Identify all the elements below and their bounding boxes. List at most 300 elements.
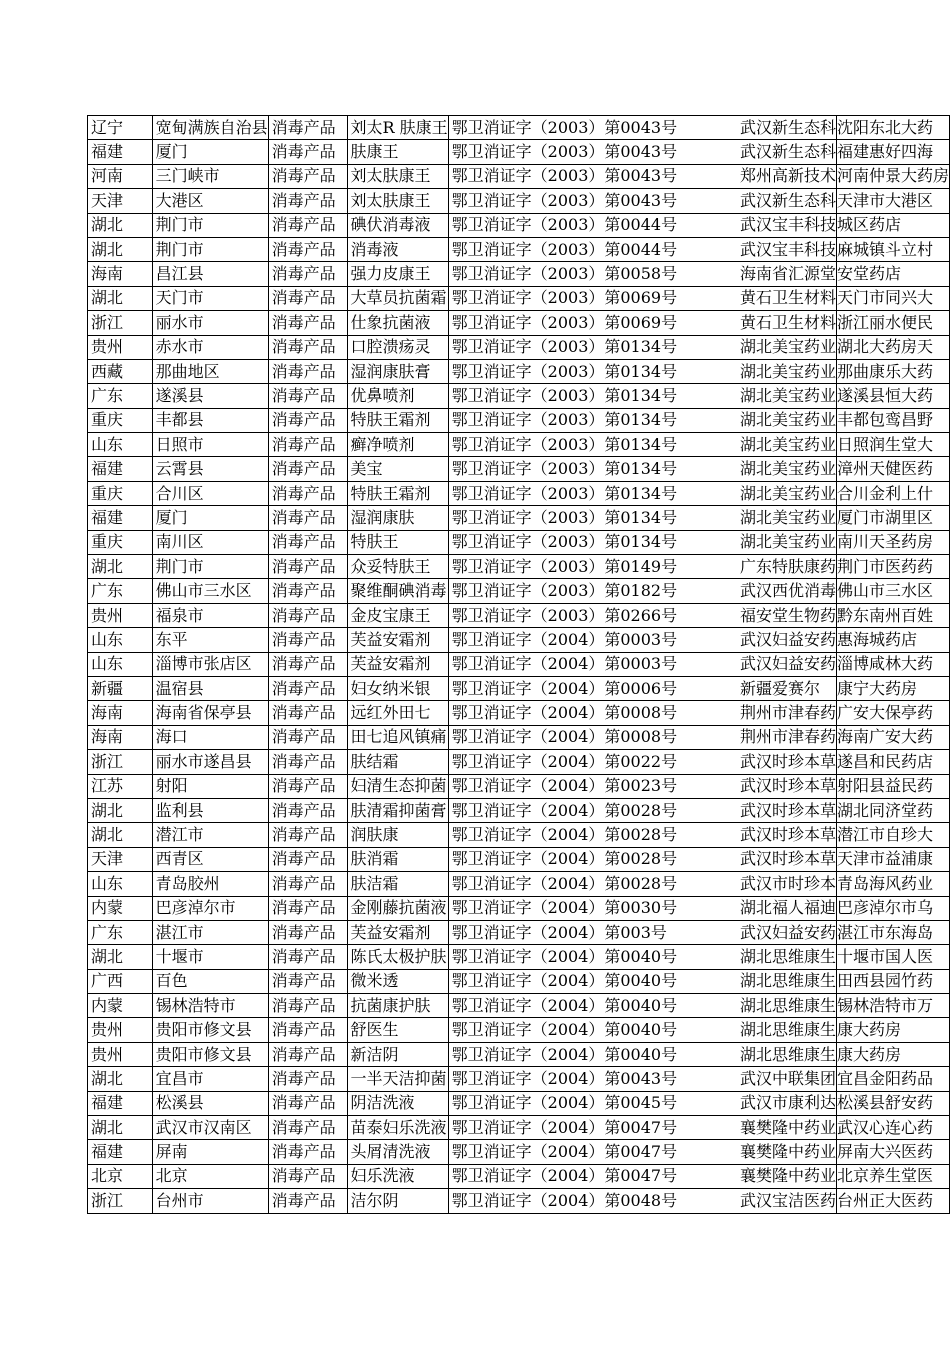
city-cell: [152, 286, 268, 310]
product-cell-text: 一半天洁抑菌: [350, 1068, 447, 1088]
product-cell: [347, 213, 448, 237]
product-cell: [347, 384, 448, 408]
province-cell-text: 湖北: [91, 556, 124, 576]
city-cell: [152, 1164, 268, 1188]
license-cell: [448, 555, 737, 579]
license-cell: [448, 676, 737, 700]
province-cell-text: 内蒙: [91, 898, 124, 918]
city-cell-text: 监利县: [155, 800, 204, 820]
category-cell-text: 消毒产品: [271, 873, 336, 893]
province-cell: [88, 481, 153, 505]
table-row: [88, 1042, 950, 1066]
product-cell: [347, 481, 448, 505]
city-cell-text: 巴彦淖尔市: [155, 898, 236, 918]
store-cell-text: 屏南大兴医药: [836, 1142, 933, 1162]
product-cell: [347, 189, 448, 213]
city-cell-text: 潜江市: [155, 825, 204, 845]
product-cell: [347, 1140, 448, 1164]
product-cell-text: 金皮宝康王: [350, 605, 431, 625]
table-row: [88, 116, 950, 140]
license-cell-text: 鄂卫消证字（2004）第0043号: [451, 1068, 678, 1088]
category-cell: [268, 311, 347, 335]
store-cell-text: 天津市益浦康: [836, 849, 933, 869]
store-cell-text: 城区药店: [836, 215, 901, 235]
manufacturer-cell: [737, 1140, 837, 1164]
store-cell-text: 广安大保亭药: [836, 703, 933, 723]
record-table: [87, 115, 950, 1214]
manufacturer-cell: [737, 286, 837, 310]
province-cell: [88, 530, 153, 554]
store-cell-text: 遂溪县恒大药: [836, 385, 933, 405]
product-cell: [347, 457, 448, 481]
category-cell-text: 消毒产品: [271, 1166, 336, 1186]
city-cell: [152, 1091, 268, 1115]
store-cell-text: 厦门市湖里区: [836, 507, 933, 527]
license-cell: [448, 116, 737, 140]
product-cell: [347, 116, 448, 140]
city-cell: [152, 774, 268, 798]
license-cell: [448, 823, 737, 847]
store-cell-text: 佛山市三水区: [836, 581, 933, 601]
category-cell-text: 消毒产品: [271, 1117, 336, 1137]
manufacturer-cell: [737, 847, 837, 871]
category-cell-text: 消毒产品: [271, 264, 336, 284]
store-cell-text: 海南广安大药: [836, 727, 933, 747]
product-cell-text: 妇乐洗液: [350, 1166, 415, 1186]
city-cell-text: 屏南: [155, 1142, 188, 1162]
category-cell: [268, 335, 347, 359]
license-cell-text: 鄂卫消证字（2004）第0040号: [451, 1044, 678, 1064]
license-cell: [448, 213, 737, 237]
product-cell-text: 强力皮康王: [350, 264, 431, 284]
store-cell: [836, 847, 949, 871]
store-cell-text: 惠海城药店: [836, 629, 917, 649]
license-cell-text: 鄂卫消证字（2003）第0134号: [451, 459, 678, 479]
store-cell: [836, 798, 949, 822]
city-cell-text: 大港区: [155, 190, 204, 210]
category-cell-text: 消毒产品: [271, 727, 336, 747]
province-cell: [88, 896, 153, 920]
province-cell: [88, 1140, 153, 1164]
license-cell-text: 鄂卫消证字（2004）第0022号: [451, 751, 678, 771]
store-cell-text: 荆门市医药药: [836, 556, 933, 576]
province-cell-text: 浙江: [91, 751, 124, 771]
store-cell-text: 日照润生堂大: [836, 434, 933, 454]
category-cell: [268, 140, 347, 164]
province-cell: [88, 628, 153, 652]
city-cell-text: 台州市: [155, 1190, 204, 1210]
category-cell: [268, 1067, 347, 1091]
license-cell: [448, 920, 737, 944]
province-cell-text: 湖北: [91, 288, 124, 308]
store-cell: [836, 994, 949, 1018]
province-cell: [88, 555, 153, 579]
license-cell-text: 鄂卫消证字（2004）第0045号: [451, 1093, 678, 1113]
manufacturer-cell: [737, 725, 837, 749]
manufacturer-cell-text: 武汉妇益安药: [739, 922, 836, 942]
category-cell-text: 消毒产品: [271, 410, 336, 430]
store-cell: [836, 262, 949, 286]
product-cell-text: 口腔溃疡灵: [350, 337, 431, 357]
province-cell-text: 西藏: [91, 361, 124, 381]
city-cell: [152, 969, 268, 993]
table-row: [88, 994, 950, 1018]
city-cell-text: 福泉市: [155, 605, 204, 625]
category-cell: [268, 896, 347, 920]
manufacturer-cell: [737, 555, 837, 579]
product-cell: [347, 920, 448, 944]
product-cell: [347, 969, 448, 993]
city-cell-text: 昌江县: [155, 264, 204, 284]
city-cell-text: 合川区: [155, 483, 204, 503]
category-cell: [268, 408, 347, 432]
product-cell-text: 聚维酮碘消毒: [350, 581, 447, 601]
province-cell-text: 天津: [91, 190, 124, 210]
province-cell-text: 海南: [91, 703, 124, 723]
manufacturer-cell-text: 武汉时珍本草: [739, 800, 836, 820]
manufacturer-cell-text: 黄石卫生材料: [739, 312, 836, 332]
product-cell-text: 陈氏太极护肤: [350, 946, 447, 966]
manufacturer-cell-text: 武汉市时珍本: [739, 873, 836, 893]
province-cell-text: 贵州: [91, 1044, 124, 1064]
store-cell-text: 沈阳东北大药: [836, 117, 933, 137]
manufacturer-cell-text: 武汉时珍本草: [739, 751, 836, 771]
category-cell: [268, 1042, 347, 1066]
city-cell: [152, 1189, 268, 1213]
category-cell-text: 消毒产品: [271, 922, 336, 942]
category-cell-text: 消毒产品: [271, 629, 336, 649]
category-cell: [268, 945, 347, 969]
manufacturer-cell: [737, 1091, 837, 1115]
manufacturer-cell: [737, 335, 837, 359]
category-cell: [268, 994, 347, 1018]
manufacturer-cell: [737, 506, 837, 530]
product-cell-text: 远红外田七: [350, 703, 431, 723]
category-cell-text: 消毒产品: [271, 1044, 336, 1064]
manufacturer-cell-text: 湖北福人福迪: [739, 898, 836, 918]
product-cell-text: 肤消霜: [350, 849, 399, 869]
license-cell-text: 鄂卫消证字（2004）第0028号: [451, 800, 678, 820]
table-row: [88, 847, 950, 871]
manufacturer-cell-text: 湖北美宝药业: [739, 410, 836, 430]
city-cell: [152, 676, 268, 700]
province-cell-text: 贵州: [91, 605, 124, 625]
city-cell-text: 海南省保亭县: [155, 703, 252, 723]
category-cell-text: 消毒产品: [271, 995, 336, 1015]
province-cell: [88, 823, 153, 847]
product-cell-text: 特肤王霜剂: [350, 483, 431, 503]
product-cell-text: 肤结霜: [350, 751, 399, 771]
table-row: [88, 140, 950, 164]
license-cell-text: 鄂卫消证字（2004）第0008号: [451, 727, 678, 747]
store-cell: [836, 872, 949, 896]
table-row: [88, 676, 950, 700]
manufacturer-cell: [737, 750, 837, 774]
manufacturer-cell: [737, 1189, 837, 1213]
manufacturer-cell: [737, 872, 837, 896]
store-cell-text: 遂昌和民药店: [836, 751, 933, 771]
province-cell: [88, 969, 153, 993]
category-cell-text: 消毒产品: [271, 312, 336, 332]
store-cell: [836, 1164, 949, 1188]
product-cell: [347, 164, 448, 188]
province-cell: [88, 286, 153, 310]
product-cell-text: 特肤王霜剂: [350, 410, 431, 430]
category-cell-text: 消毒产品: [271, 532, 336, 552]
province-cell: [88, 872, 153, 896]
manufacturer-cell-text: 武汉新生态科: [739, 142, 836, 162]
table-row: [88, 774, 950, 798]
city-cell: [152, 896, 268, 920]
table-row: [88, 457, 950, 481]
province-cell-text: 重庆: [91, 532, 124, 552]
store-cell-text: 天门市同兴大: [836, 288, 933, 308]
table-row: [88, 1189, 950, 1213]
manufacturer-cell-text: 襄樊隆中药业: [739, 1142, 836, 1162]
product-cell: [347, 286, 448, 310]
city-cell: [152, 823, 268, 847]
table-row: [88, 896, 950, 920]
city-cell-text: 武汉市汉南区: [155, 1117, 252, 1137]
city-cell-text: 日照市: [155, 434, 204, 454]
license-cell: [448, 286, 737, 310]
product-cell-text: 抗菌康护肤: [350, 995, 431, 1015]
product-cell: [347, 237, 448, 261]
license-cell: [448, 1042, 737, 1066]
province-cell: [88, 262, 153, 286]
product-cell-text: 碘伏消毒液: [350, 215, 431, 235]
category-cell: [268, 555, 347, 579]
province-cell: [88, 408, 153, 432]
store-cell: [836, 530, 949, 554]
product-cell: [347, 1018, 448, 1042]
license-cell: [448, 628, 737, 652]
table-row: [88, 1067, 950, 1091]
store-cell: [836, 896, 949, 920]
city-cell-text: 宜昌市: [155, 1068, 204, 1088]
table-row: [88, 823, 950, 847]
province-cell-text: 海南: [91, 727, 124, 747]
manufacturer-cell: [737, 1018, 837, 1042]
province-cell-text: 贵州: [91, 1020, 124, 1040]
category-cell: [268, 1091, 347, 1115]
table-row: [88, 750, 950, 774]
manufacturer-cell-text: 武汉新生态科: [739, 190, 836, 210]
category-cell: [268, 237, 347, 261]
table-row: [88, 701, 950, 725]
license-cell-text: 鄂卫消证字（2003）第0134号: [451, 385, 678, 405]
manufacturer-cell: [737, 140, 837, 164]
product-cell-text: 芙益安霜剂: [350, 922, 431, 942]
product-cell-text: 刘太肤康王: [350, 166, 431, 186]
province-cell: [88, 725, 153, 749]
city-cell: [152, 725, 268, 749]
store-cell-text: 康大药房: [836, 1020, 901, 1040]
category-cell-text: 消毒产品: [271, 776, 336, 796]
category-cell: [268, 652, 347, 676]
license-cell-text: 鄂卫消证字（2003）第0044号: [451, 239, 678, 259]
table-row: [88, 506, 950, 530]
province-cell-text: 福建: [91, 1093, 124, 1113]
store-cell: [836, 555, 949, 579]
category-cell: [268, 774, 347, 798]
store-cell: [836, 457, 949, 481]
category-cell: [268, 286, 347, 310]
store-cell: [836, 116, 949, 140]
product-cell: [347, 1067, 448, 1091]
table-row: [88, 335, 950, 359]
license-cell-text: 鄂卫消证字（2003）第0044号: [451, 215, 678, 235]
product-cell-text: 芙益安霜剂: [350, 654, 431, 674]
category-cell-text: 消毒产品: [271, 581, 336, 601]
product-cell: [347, 262, 448, 286]
category-cell-text: 消毒产品: [271, 215, 336, 235]
table-row: [88, 408, 950, 432]
product-cell-text: 众妥特肤王: [350, 556, 431, 576]
province-cell-text: 北京: [91, 1166, 124, 1186]
product-cell: [347, 579, 448, 603]
table-row: [88, 1018, 950, 1042]
manufacturer-cell-text: 新疆爱赛尔: [739, 678, 820, 698]
city-cell: [152, 116, 268, 140]
license-cell-text: 鄂卫消证字（2004）第0047号: [451, 1117, 678, 1137]
product-cell-text: 润肤康: [350, 825, 399, 845]
category-cell-text: 消毒产品: [271, 239, 336, 259]
product-cell-text: 妇女纳米银: [350, 678, 431, 698]
store-cell: [836, 164, 949, 188]
manufacturer-cell-text: 湖北美宝药业: [739, 385, 836, 405]
license-cell-text: 鄂卫消证字（2003）第0266号: [451, 605, 678, 625]
license-cell: [448, 262, 737, 286]
category-cell: [268, 433, 347, 457]
city-cell: [152, 213, 268, 237]
city-cell: [152, 237, 268, 261]
category-cell-text: 消毒产品: [271, 654, 336, 674]
province-cell-text: 广东: [91, 581, 124, 601]
store-cell: [836, 237, 949, 261]
store-cell-text: 湖北同济堂药: [836, 800, 933, 820]
province-cell: [88, 213, 153, 237]
product-cell-text: 肤康王: [350, 142, 399, 162]
province-cell-text: 海南: [91, 264, 124, 284]
city-cell-text: 丽水市遂昌县: [155, 751, 252, 771]
manufacturer-cell-text: 武汉宝洁医药: [739, 1190, 836, 1210]
store-cell-text: 丰都包鸾昌野: [836, 410, 933, 430]
product-cell: [347, 555, 448, 579]
province-cell-text: 福建: [91, 142, 124, 162]
store-cell: [836, 1067, 949, 1091]
category-cell-text: 消毒产品: [271, 337, 336, 357]
store-cell: [836, 408, 949, 432]
province-cell: [88, 579, 153, 603]
province-cell-text: 内蒙: [91, 995, 124, 1015]
province-cell: [88, 189, 153, 213]
category-cell-text: 消毒产品: [271, 142, 336, 162]
product-cell: [347, 1116, 448, 1140]
city-cell: [152, 1042, 268, 1066]
product-cell-text: 头屑清洗液: [350, 1142, 431, 1162]
category-cell: [268, 628, 347, 652]
license-cell-text: 鄂卫消证字（2004）第0048号: [451, 1190, 678, 1210]
product-cell: [347, 408, 448, 432]
category-cell-text: 消毒产品: [271, 825, 336, 845]
store-cell: [836, 725, 949, 749]
product-cell-text: 仕象抗菌液: [350, 312, 431, 332]
license-cell: [448, 725, 737, 749]
city-cell: [152, 701, 268, 725]
city-cell: [152, 481, 268, 505]
city-cell: [152, 1140, 268, 1164]
store-cell: [836, 213, 949, 237]
license-cell: [448, 530, 737, 554]
product-cell: [347, 798, 448, 822]
province-cell: [88, 920, 153, 944]
manufacturer-cell: [737, 1116, 837, 1140]
category-cell: [268, 1164, 347, 1188]
license-cell: [448, 140, 737, 164]
table-row: [88, 237, 950, 261]
city-cell-text: 丰都县: [155, 410, 204, 430]
store-cell: [836, 189, 949, 213]
store-cell: [836, 676, 949, 700]
product-cell-text: 特肤王: [350, 532, 399, 552]
license-cell: [448, 506, 737, 530]
license-cell-text: 鄂卫消证字（2003）第0134号: [451, 483, 678, 503]
city-cell: [152, 920, 268, 944]
city-cell-text: 北京: [155, 1166, 188, 1186]
city-cell: [152, 433, 268, 457]
manufacturer-cell: [737, 896, 837, 920]
store-cell-text: 那曲康乐大药: [836, 361, 933, 381]
license-cell-text: 鄂卫消证字（2004）第0028号: [451, 825, 678, 845]
category-cell-text: 消毒产品: [271, 190, 336, 210]
product-cell: [347, 311, 448, 335]
manufacturer-cell-text: 武汉时珍本草: [739, 776, 836, 796]
table-row: [88, 1116, 950, 1140]
category-cell-text: 消毒产品: [271, 1190, 336, 1210]
category-cell: [268, 847, 347, 871]
city-cell: [152, 408, 268, 432]
province-cell-text: 新疆: [91, 678, 124, 698]
category-cell: [268, 189, 347, 213]
manufacturer-cell-text: 湖北美宝药业: [739, 337, 836, 357]
category-cell: [268, 1018, 347, 1042]
license-cell-text: 鄂卫消证字（2004）第0047号: [451, 1166, 678, 1186]
province-cell: [88, 847, 153, 871]
product-cell-text: 癣净喷剂: [350, 434, 415, 454]
license-cell: [448, 1116, 737, 1140]
manufacturer-cell: [737, 920, 837, 944]
category-cell-text: 消毒产品: [271, 385, 336, 405]
product-cell-text: 阴洁洗液: [350, 1093, 415, 1113]
category-cell-text: 消毒产品: [271, 1068, 336, 1088]
city-cell-text: 青岛胶州: [155, 873, 220, 893]
manufacturer-cell: [737, 213, 837, 237]
province-cell-text: 山东: [91, 873, 124, 893]
product-cell: [347, 994, 448, 1018]
store-cell-text: 天津市大港区: [836, 190, 933, 210]
store-cell: [836, 1042, 949, 1066]
product-cell: [347, 603, 448, 627]
category-cell-text: 消毒产品: [271, 166, 336, 186]
city-cell: [152, 994, 268, 1018]
province-cell: [88, 750, 153, 774]
category-cell: [268, 1116, 347, 1140]
store-cell: [836, 1116, 949, 1140]
license-cell-text: 鄂卫消证字（2003）第0043号: [451, 117, 678, 137]
category-cell: [268, 384, 347, 408]
product-cell: [347, 140, 448, 164]
